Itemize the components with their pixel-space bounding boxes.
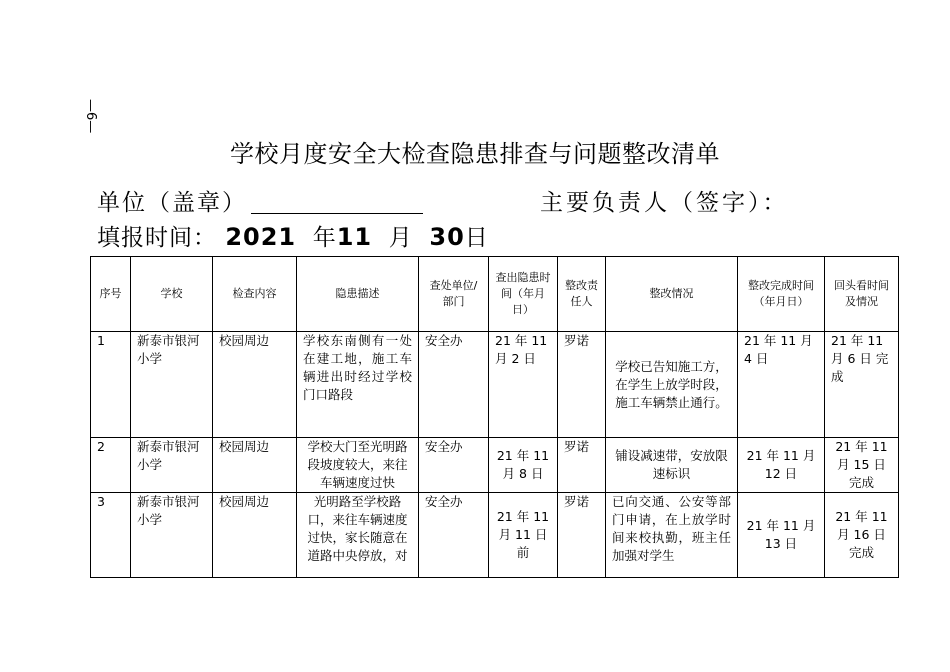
cell-dept: 安全办 xyxy=(419,332,489,438)
header-status: 整改情况 xyxy=(606,257,738,332)
fill-day: 30 xyxy=(429,223,465,251)
cell-review: 21 年 11 月 15 日 完成 xyxy=(825,438,899,493)
page-number: —6— xyxy=(83,99,98,134)
cell-desc: 学校东南侧有一处在建工地，施工车辆进出时经过学校门口路段 xyxy=(297,332,419,438)
cell-review: 21 年 11 月 6 日 完成 xyxy=(825,332,899,438)
cell-content: 校园周边 xyxy=(213,493,297,578)
cell-content: 校园周边 xyxy=(213,438,297,493)
fill-year-char: 年 xyxy=(312,225,337,251)
cell-desc: 学校大门至光明路段坡度较大，来往车辆速度过快 xyxy=(297,438,419,493)
header-content: 检查内容 xyxy=(213,257,297,332)
unit-blank-line xyxy=(251,191,423,214)
header-review: 回头看时间及情况 xyxy=(825,257,899,332)
cell-status: 已向交通、公安等部门申请，在上放学时间来校执勤，班主任加强对学生 xyxy=(606,493,738,578)
header-person: 整改责任人 xyxy=(558,257,606,332)
cell-done-time: 21 年 11 月 13 日 xyxy=(738,493,825,578)
cell-no: 2 xyxy=(91,438,131,493)
fill-time-line xyxy=(97,219,489,252)
cell-person: 罗诺 xyxy=(558,332,606,438)
responsible-person-line xyxy=(540,184,789,217)
cell-person: 罗诺 xyxy=(558,438,606,493)
cell-school: 新泰市银河小学 xyxy=(131,438,213,493)
unit-label: 单位（盖章） xyxy=(97,190,247,216)
cell-found-time: 21 年 11 月 2 日 xyxy=(489,332,558,438)
rectification-table xyxy=(90,256,899,578)
header-school: 学校 xyxy=(131,257,213,332)
cell-found-time: 21 年 11 月 8 日 xyxy=(489,438,558,493)
document-title: 学校月度安全大检查隐患排查与问题整改清单 xyxy=(230,140,720,168)
header-desc: 隐患描述 xyxy=(297,257,419,332)
table-row xyxy=(91,332,899,438)
cell-person: 罗诺 xyxy=(558,493,606,578)
header-done-time: 整改完成时间（年月日） xyxy=(738,257,825,332)
table-header-row xyxy=(91,257,899,332)
fill-month: 11 xyxy=(336,223,373,251)
cell-status: 铺设减速带，安放限速标识 xyxy=(606,438,738,493)
fill-month-char: 月 xyxy=(388,225,413,251)
cell-school: 新泰市银河小学 xyxy=(131,332,213,438)
cell-found-time: 21 年 11 月 11 日 前 xyxy=(489,493,558,578)
cell-status: 学校已告知施工方，在学生上放学时段，施工车辆禁止通行。 xyxy=(606,332,738,438)
responsible-person-label: 主要负责人（签字）： xyxy=(540,190,789,216)
fill-day-char: 日 xyxy=(464,225,489,251)
cell-dept: 安全办 xyxy=(419,493,489,578)
cell-school: 新泰市银河小学 xyxy=(131,493,213,578)
table-row xyxy=(91,438,899,493)
cell-content: 校园周边 xyxy=(213,332,297,438)
cell-done-time: 21 年 11 月 12 日 xyxy=(738,438,825,493)
table-row xyxy=(91,493,899,578)
header-dept: 查处单位/部门 xyxy=(419,257,489,332)
cell-no: 1 xyxy=(91,332,131,438)
cell-review: 21 年 11 月 16 日 完成 xyxy=(825,493,899,578)
fill-time-label: 填报时间： xyxy=(97,225,217,251)
unit-line xyxy=(97,184,423,217)
cell-desc: 光明路至学校路口，来往车辆速度过快，家长随意在道路中央停放，对 xyxy=(297,493,419,578)
cell-done-time: 21 年 11 月 4 日 xyxy=(738,332,825,438)
cell-no: 3 xyxy=(91,493,131,578)
fill-year: 2021 xyxy=(225,223,297,251)
header-no: 序号 xyxy=(91,257,131,332)
header-found-time: 查出隐患时间（年月日） xyxy=(489,257,558,332)
cell-dept: 安全办 xyxy=(419,438,489,493)
